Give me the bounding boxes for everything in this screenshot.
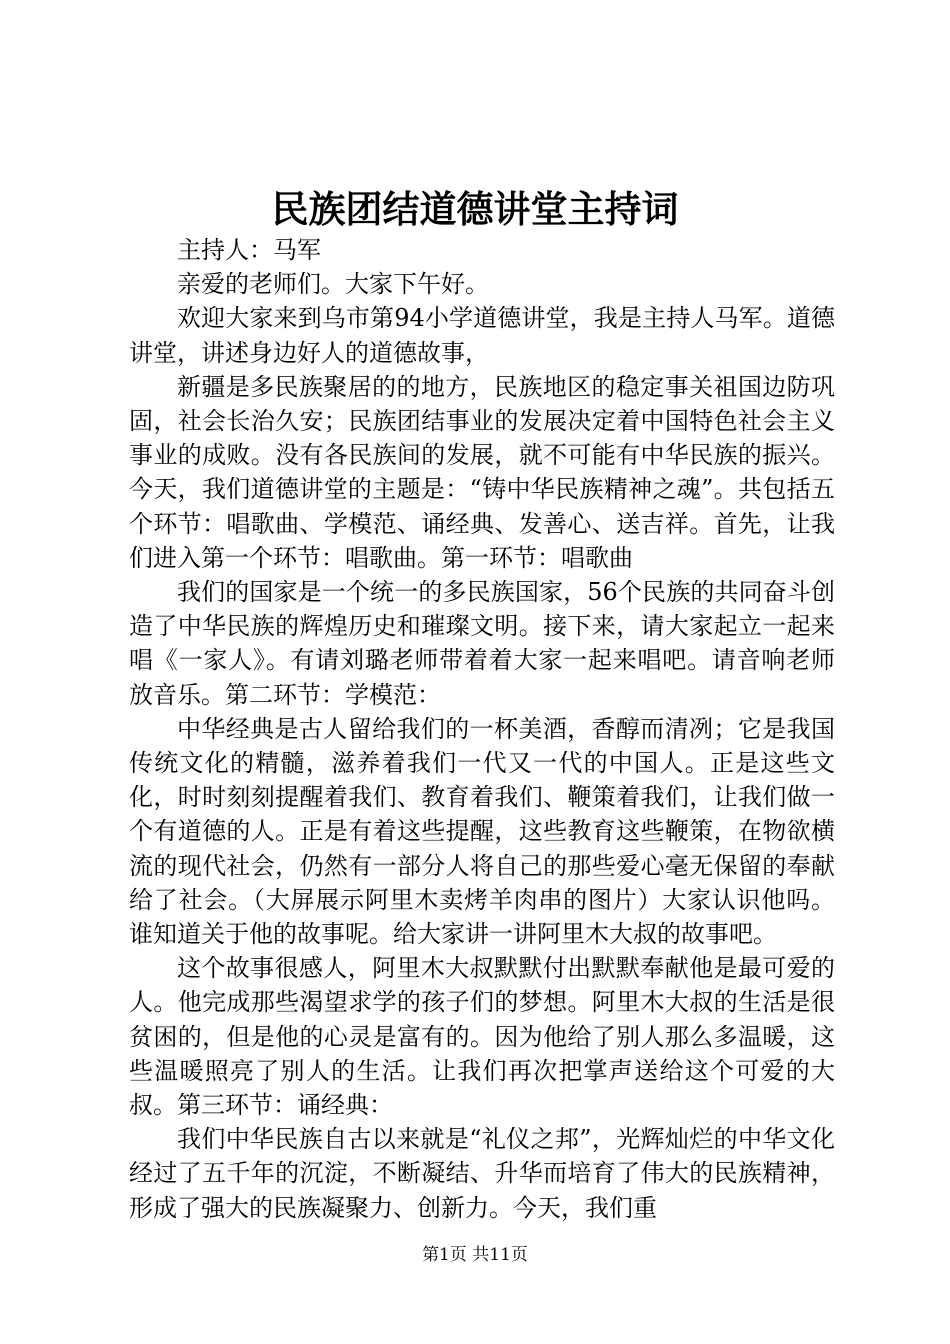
page-number: 第1页 共11页	[422, 1245, 528, 1265]
paragraph-xinjiang: 新疆是多民族聚居的的地方，民族地区的稳定事关祖国边防巩固，社会长治久安；民族团结事业的发展决定着中国特色社会主义事业的成败。没有各民族间的发展，就不可能有中华民族的振兴。今天，我们道德讲堂的主题是：“铸中华民族精神之魂”。共包括五个环节：唱歌曲、学模范、诵经典、发善心、送吉祥。首先，让我们进入第一个环节：唱歌曲。第一环节：唱歌曲	[129, 372, 835, 572]
paragraph-host: 主持人：马军	[177, 236, 321, 264]
paragraph-etiquette: 我们中华民族自古以来就是“礼仪之邦”，光辉灿烂的中华文化经过了五千年的沉淀，不断凝结、升华而培育了伟大的民族精神，形成了强大的民族凝聚力、创新力。今天，我们重	[129, 1125, 835, 1222]
paragraph-story: 这个故事很感人，阿里木大叔默默付出默默奉献他是最可爱的人。他完成那些渴望求学的孩子们的梦想。阿里木大叔的生活是很贫困的，但是他的心灵是富有的。因为他给了别人那么多温暖，这些温暖照亮了别人的生活。让我们再次把掌声送给这个可爱的大叔。第三环节：诵经典：	[129, 954, 835, 1120]
paragraph-welcome: 欢迎大家来到乌市第94小学道德讲堂，我是主持人马军。道德讲堂，讲述身边好人的道德故事，	[129, 304, 835, 367]
paragraph-greeting: 亲爱的老师们。大家下午好。	[177, 270, 489, 299]
document-body	[129, 233, 835, 1225]
paragraph-classics: 中华经典是古人留给我们的一杯美酒，香醇而清冽；它是我国传统文化的精髓，滋养着我们一代又一代的中国人。正是这些文化，时时刻刻提醒着我们、教育着我们、鞭策着我们，让我们做一个有道德的人。正是有着这些提醒，这些教育这些鞭策，在物欲横流的现代社会，仍然有一部分人将自己的那些爱心毫无保留的奉献给了社会。（大屏展示阿里木卖烤羊肉串的图片）大家认识他吗。谁知道关于他的故事呢。给大家讲一讲阿里木大叔的故事吧。	[129, 714, 835, 949]
document-title: 民族团结道德讲堂主持词	[271, 187, 679, 231]
paragraph-country: 我们的国家是一个统一的多民族国家，56个民族的共同奋斗创造了中华民族的辉煌历史和璀璨文明。接下来，请大家起立一起来唱《一家人》。有请刘璐老师带着着大家一起来唱吧。请音响老师放音乐。第二环节：学模范：	[129, 578, 835, 709]
